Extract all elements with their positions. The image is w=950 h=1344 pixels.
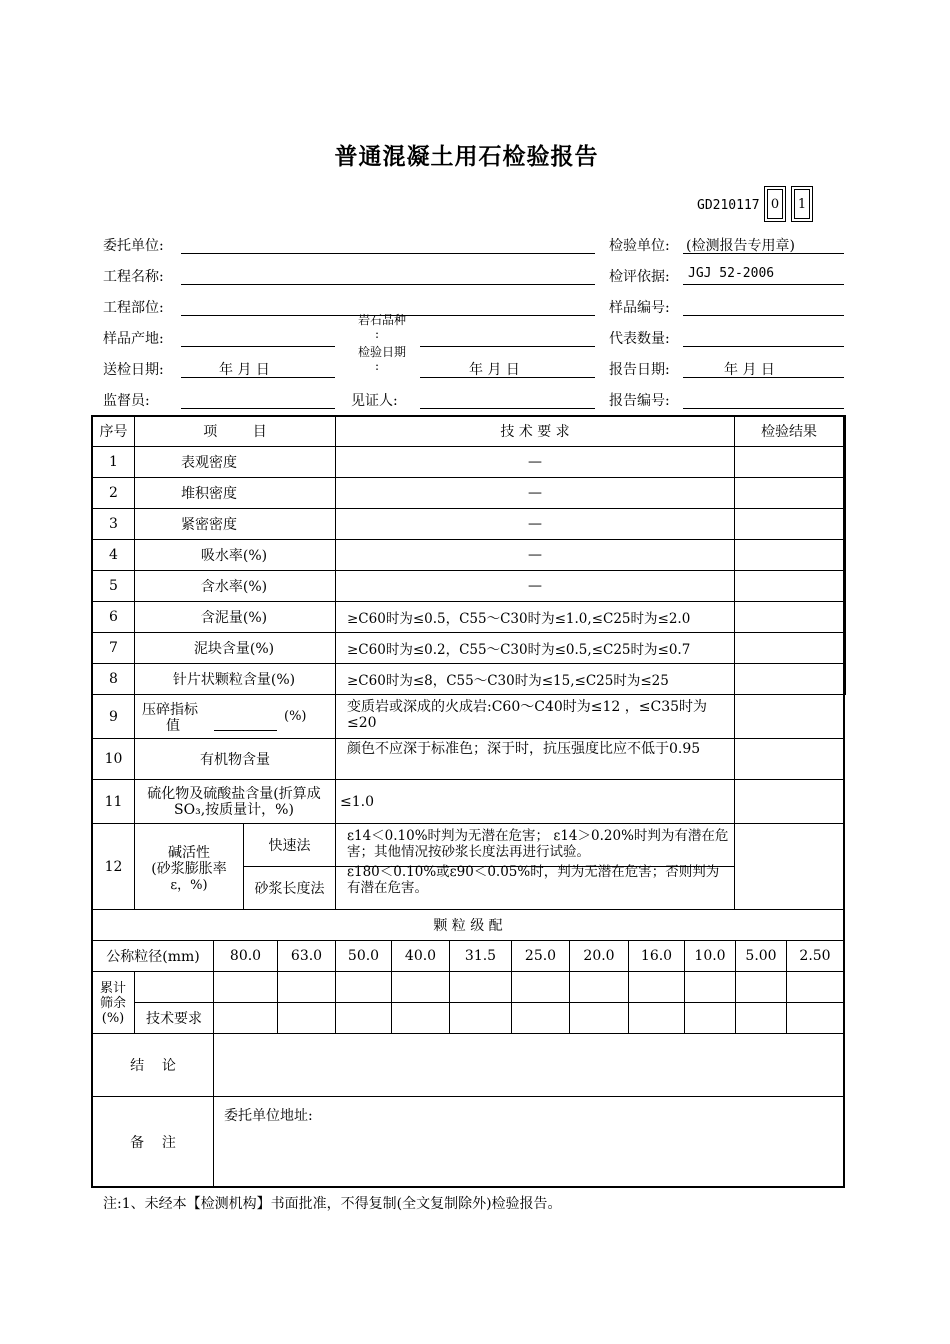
rock-type-field[interactable] bbox=[420, 346, 595, 347]
row-item: 紧密密度 bbox=[181, 517, 237, 533]
client-field[interactable] bbox=[181, 253, 595, 254]
row-result[interactable] bbox=[735, 739, 843, 779]
row-no: 8 bbox=[109, 671, 118, 687]
test-date-field[interactable] bbox=[420, 377, 595, 378]
page-title: 普通混凝土用石检验报告 bbox=[334, 143, 599, 170]
test-date-value: 年 月 日 bbox=[469, 362, 520, 378]
row-requirement: — bbox=[528, 578, 542, 594]
row-result[interactable] bbox=[735, 509, 843, 539]
report-date-label: 报告日期: bbox=[609, 362, 670, 378]
row-result[interactable] bbox=[735, 540, 843, 570]
basis-field[interactable] bbox=[683, 284, 844, 285]
client-label: 委托单位: bbox=[103, 238, 164, 254]
cumulative-residue-measured[interactable] bbox=[135, 972, 213, 1002]
send-date-value: 年 月 日 bbox=[219, 362, 270, 378]
row-no: 9 bbox=[109, 708, 118, 725]
col-header-no: 序号 bbox=[99, 424, 128, 440]
rapid-method-requirement: ε14＜0.10%时判为无潜在危害； ε14＞0.20%时判为有潜在危害；其他情况按砂浆长度法再进行试验。 bbox=[347, 828, 729, 860]
represent-qty-label: 代表数量: bbox=[609, 331, 670, 347]
row-item-line2: 值 bbox=[166, 718, 180, 734]
project-name-label: 工程名称: bbox=[103, 269, 164, 285]
row-requirement: ≥C60时为≤0.2，C55～C30时为≤0.5,≤C25时为≤0.7 bbox=[347, 642, 691, 658]
test-date-colon: : bbox=[374, 359, 380, 373]
send-date-field[interactable] bbox=[181, 377, 335, 378]
rapid-method-label: 快速法 bbox=[268, 838, 311, 854]
row-result[interactable] bbox=[735, 664, 843, 694]
row-item: 表观密度 bbox=[181, 455, 237, 471]
row-no: 12 bbox=[104, 858, 123, 875]
origin-label: 样品产地: bbox=[103, 331, 164, 347]
supervisor-label: 监督员: bbox=[103, 393, 150, 409]
witness-field[interactable] bbox=[420, 408, 595, 409]
mortar-bar-method-requirement: ε180＜0.10%或ε90＜0.05%时，判为无潜在危害；否则判为有潜在危害。 bbox=[347, 864, 720, 896]
row-no: 11 bbox=[104, 793, 123, 810]
mortar-bar-method-label: 砂浆长度法 bbox=[254, 881, 325, 897]
sieve-size: 10.0 bbox=[694, 948, 726, 964]
report-no-label: 报告编号: bbox=[609, 393, 670, 409]
witness-label: 见证人: bbox=[351, 393, 398, 409]
represent-qty-field[interactable] bbox=[683, 346, 844, 347]
test-date-label: 检验日期 bbox=[357, 345, 406, 359]
row-item: 碱活性 bbox=[168, 845, 210, 861]
sample-no-label: 样品编号: bbox=[609, 300, 670, 316]
row-item-unit: (%) bbox=[284, 709, 307, 724]
row-no: 4 bbox=[109, 547, 118, 563]
row-requirement: — bbox=[528, 516, 542, 532]
sieve-size: 31.5 bbox=[464, 948, 497, 964]
row-item: 堆积密度 bbox=[181, 486, 237, 502]
project-part-label: 工程部位: bbox=[103, 300, 164, 316]
test-unit-field[interactable] bbox=[683, 253, 844, 254]
conclusion-field[interactable] bbox=[214, 1034, 843, 1096]
sieve-size: 25.0 bbox=[524, 948, 557, 964]
row-result[interactable] bbox=[735, 447, 843, 477]
test-unit-label: 检验单位: bbox=[609, 238, 670, 254]
row-requirement: — bbox=[528, 485, 542, 501]
row-item-sub2: ε，%) bbox=[170, 878, 208, 893]
basis-value: JGJ 52-2006 bbox=[688, 266, 775, 281]
row-item: 含泥量(%) bbox=[200, 610, 268, 626]
row-requirement: ≥C60时为≤8，C55～C30时为≤15,≤C25时为≤25 bbox=[347, 673, 669, 689]
row-result[interactable] bbox=[735, 695, 843, 738]
sieve-size: 2.50 bbox=[799, 948, 831, 964]
report-no-field[interactable] bbox=[683, 408, 844, 409]
row-item: 压碎指标 bbox=[142, 702, 198, 718]
client-address-label: 委托单位地址: bbox=[224, 1108, 313, 1124]
row-result[interactable] bbox=[735, 571, 843, 601]
rock-type-colon: : bbox=[374, 327, 380, 341]
row-result[interactable] bbox=[735, 824, 843, 909]
row-requirement: ≥C60时为≤0.5，C55～C30时为≤1.0,≤C25时为≤2.0 bbox=[347, 611, 691, 627]
col-header-requirement: 技 术 要 求 bbox=[500, 424, 570, 440]
send-date-label: 送检日期: bbox=[103, 362, 164, 378]
sieve-size: 40.0 bbox=[404, 948, 437, 964]
footnote: 注:1、未经本【检测机构】书面批准，不得复制(全文复制除外)检验报告。 bbox=[103, 1196, 562, 1212]
row-no: 7 bbox=[109, 640, 118, 656]
project-name-field[interactable] bbox=[181, 284, 595, 285]
row-item: 针片状颗粒含量(%) bbox=[172, 672, 296, 688]
sieve-size: 20.0 bbox=[583, 948, 615, 964]
row-item: 吸水率(%) bbox=[200, 548, 268, 564]
row-item: 硫化物及硫酸盐含量(折算成SO₃,按质量计，%) bbox=[147, 785, 321, 818]
row-no: 5 bbox=[109, 578, 118, 594]
row-result[interactable] bbox=[735, 478, 843, 508]
row-no: 1 bbox=[109, 454, 118, 470]
row-item: 有机物含量 bbox=[200, 752, 270, 768]
row-no: 10 bbox=[104, 751, 123, 767]
supervisor-field[interactable] bbox=[181, 408, 335, 409]
crush-index-field[interactable] bbox=[214, 730, 277, 731]
row-item: 泥块含量(%) bbox=[193, 641, 275, 657]
sieve-size: 5.00 bbox=[745, 948, 777, 964]
row-no: 3 bbox=[109, 516, 118, 532]
rock-type-label: 岩石品种 bbox=[357, 313, 406, 327]
report-code-box-1: 0 bbox=[764, 186, 786, 222]
sample-no-field[interactable] bbox=[683, 315, 844, 316]
row-requirement: 变质岩或深成的火成岩:C60～C40时为≤12 ，≤C35时为≤20 bbox=[347, 699, 708, 731]
row-result[interactable] bbox=[735, 633, 843, 663]
row-no: 2 bbox=[109, 485, 118, 501]
basis-label: 检评依据: bbox=[609, 269, 670, 285]
row-requirement: 颜色不应深于标准色；深于时，抗压强度比应不低于0.95 bbox=[347, 741, 701, 757]
col-header-item: 项 目 bbox=[203, 424, 267, 440]
grading-title: 颗 粒 级 配 bbox=[433, 918, 503, 934]
row-requirement: — bbox=[528, 454, 542, 470]
row-item: 含水率(%) bbox=[200, 579, 268, 595]
cumulative-residue-label: 累计筛余(%) bbox=[99, 980, 126, 1026]
row-requirement: — bbox=[528, 547, 542, 563]
tech-requirement-label: 技术要求 bbox=[146, 1011, 202, 1027]
report-code-box-2: 1 bbox=[791, 186, 813, 222]
test-unit-value: (检测报告专用章) bbox=[686, 238, 795, 254]
report-date-field[interactable] bbox=[683, 377, 844, 378]
origin-field[interactable] bbox=[181, 346, 335, 347]
row-result[interactable] bbox=[735, 602, 843, 632]
row-item-sub: (砂浆膨胀率 bbox=[151, 861, 227, 877]
sieve-size: 16.0 bbox=[640, 948, 673, 964]
report-date-value: 年 月 日 bbox=[724, 362, 775, 378]
remark-label: 备 注 bbox=[130, 1134, 176, 1151]
col-header-result: 检验结果 bbox=[761, 424, 817, 440]
sieve-size: 80.0 bbox=[229, 948, 262, 964]
row-result[interactable] bbox=[735, 780, 843, 823]
sieve-size: 50.0 bbox=[347, 948, 380, 964]
report-code-prefix: GD210117 bbox=[697, 198, 760, 213]
conclusion-label: 结 论 bbox=[130, 1058, 176, 1074]
row-requirement: ≤1.0 bbox=[340, 793, 374, 810]
sieve-size: 63.0 bbox=[290, 948, 323, 964]
row-no: 6 bbox=[109, 609, 118, 625]
sieve-size-label: 公称粒径(mm) bbox=[106, 949, 200, 965]
